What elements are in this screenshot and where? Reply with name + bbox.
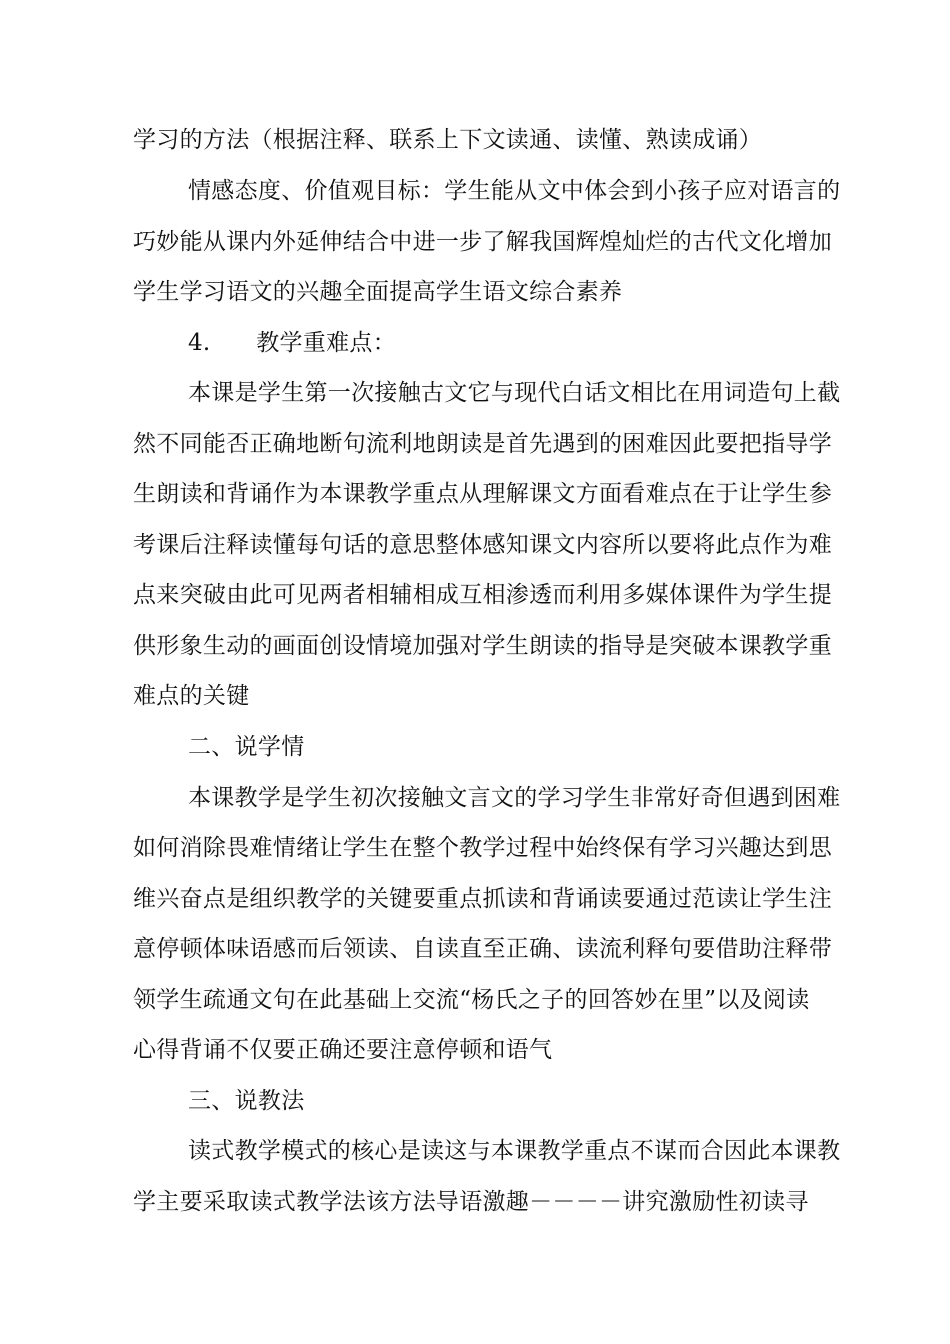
text-line: 意停顿体味语感而后领读、自读直至正确、读流利释句要借助注释带: [133, 936, 832, 962]
text-line: 考课后注释读懂每句话的意思整体感知课文内容所以要将此点作为难: [133, 532, 832, 558]
text-line: 读式教学模式的核心是读这与本课教学重点不谋而合因此本课教: [188, 1138, 841, 1164]
text-line: 生朗读和背诵作为本课教学重点从理解课文方面看难点在于让学生参: [133, 481, 832, 507]
section-heading: 4. 教学重难点：: [188, 330, 397, 356]
text-line: 巧妙能从课内外延伸结合中进一步了解我国辉煌灿烂的古代文化增加: [133, 229, 832, 255]
text-line: 心得背诵不仅要正确还要注意停顿和语气: [133, 1037, 553, 1063]
text-line: 情感态度、价值观目标：学生能从文中体会到小孩子应对语言的: [188, 178, 841, 204]
text-line: 领学生疏通文句在此基础上交流“杨氏之子的回答妙在里”以及阅读: [133, 987, 810, 1013]
text-line: 维兴奋点是组织教学的关键要重点抓读和背诵读要通过范读让学生注: [133, 886, 832, 912]
text-line: 如何消除畏难情绪让学生在整个教学过程中始终保有学习兴趣达到思: [133, 835, 832, 861]
text-line: 点来突破由此可见两者相辅相成互相渗透而利用多媒体课件为学生提: [133, 582, 832, 608]
text-line: 本课是学生第一次接触古文它与现代白话文相比在用词造句上截: [188, 380, 841, 406]
section-heading: 三、说教法: [188, 1088, 305, 1114]
text-line: 本课教学是学生初次接触文言文的学习学生非常好奇但遇到困难: [188, 785, 841, 811]
text-line: 学主要采取读式教学法该方法导语激趣－－－－讲究激励性初读寻: [133, 1189, 809, 1215]
text-line: 学生学习语文的兴趣全面提高学生语文综合素养: [133, 279, 623, 305]
section-heading: 二、说学情: [188, 734, 305, 760]
text-line: 学习的方法（根据注释、联系上下文读通、读懂、熟读成诵）: [133, 127, 763, 153]
text-line: 难点的关键: [133, 683, 250, 709]
text-line: 然不同能否正确地断句流利地朗读是首先遇到的困难因此要把指导学: [133, 431, 832, 457]
text-line: 供形象生动的画面创设情境加强对学生朗读的指导是突破本课教学重: [133, 633, 832, 659]
